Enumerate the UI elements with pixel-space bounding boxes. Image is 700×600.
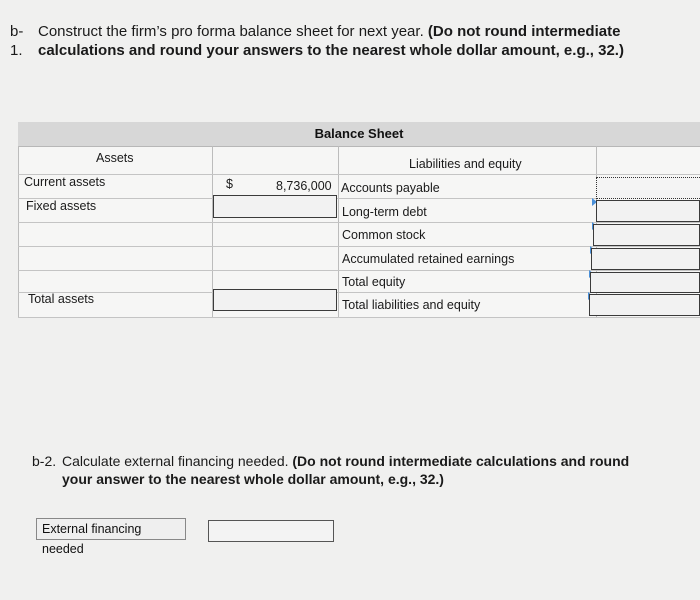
- row-divider-5: [18, 270, 700, 271]
- current-assets-label: Current assets: [24, 175, 106, 189]
- question-b1-instruction: Construct the firm’s pro forma balance sheet for next year.: [38, 23, 424, 40]
- balance-sheet-title: Balance Sheet: [18, 122, 700, 147]
- accounts-payable-input[interactable]: [596, 177, 700, 199]
- fixed-assets-label: Fixed assets: [26, 199, 97, 213]
- question-b2-rounding-note: (Do not round intermediate calculations and round your answer to the nearest whole dollar amount, e.g., 32.): [62, 453, 630, 487]
- fixed-assets-input[interactable]: [213, 195, 337, 218]
- question-b2-instruction: Calculate external financing needed.: [62, 453, 289, 469]
- accounts-payable-label: Accounts payable: [341, 181, 440, 195]
- row-divider-4: [18, 246, 700, 247]
- common-stock-label: Common stock: [342, 228, 426, 242]
- balance-sheet-table: [18, 122, 700, 318]
- total-liabilities-and-equity-input[interactable]: [589, 294, 700, 316]
- question-b1-rounding-note: (Do not round intermediate calculations and round your answers to the nearest whole dollar amount, e.g., 32.): [38, 23, 624, 59]
- total-equity-label: Total equity: [342, 275, 406, 289]
- long-term-debt-input[interactable]: [596, 200, 700, 222]
- question-b2-number: b-2.: [32, 453, 57, 469]
- question-b1-text: [38, 22, 670, 60]
- question-b2: [32, 452, 652, 488]
- question-b1: [10, 22, 670, 60]
- row-divider-1: [18, 174, 700, 175]
- liabilities-header: Liabilities and equity: [409, 157, 522, 171]
- total-assets-label: Total assets: [28, 292, 95, 306]
- row-divider-3: [18, 222, 700, 223]
- accumulated-retained-earnings-label: Accumulated retained earnings: [342, 252, 515, 266]
- total-liabilities-and-equity-label: Total liabilities and equity: [342, 298, 481, 312]
- assets-header: Assets: [96, 151, 134, 165]
- total-equity-input[interactable]: [590, 272, 700, 293]
- table-border-bottom: [18, 317, 700, 318]
- total-assets-input[interactable]: [213, 289, 337, 311]
- external-financing-input[interactable]: [208, 520, 334, 542]
- accumulated-retained-earnings-input[interactable]: [591, 248, 700, 270]
- question-b1-number: b- 1.: [10, 23, 24, 59]
- currency-symbol: $: [226, 177, 233, 191]
- long-term-debt-label: Long-term debt: [342, 205, 427, 219]
- question-b2-text: [62, 452, 652, 488]
- current-assets-value: 8,736,000: [276, 179, 332, 193]
- external-financing-label: External financing needed: [36, 518, 186, 540]
- common-stock-input[interactable]: [593, 224, 700, 246]
